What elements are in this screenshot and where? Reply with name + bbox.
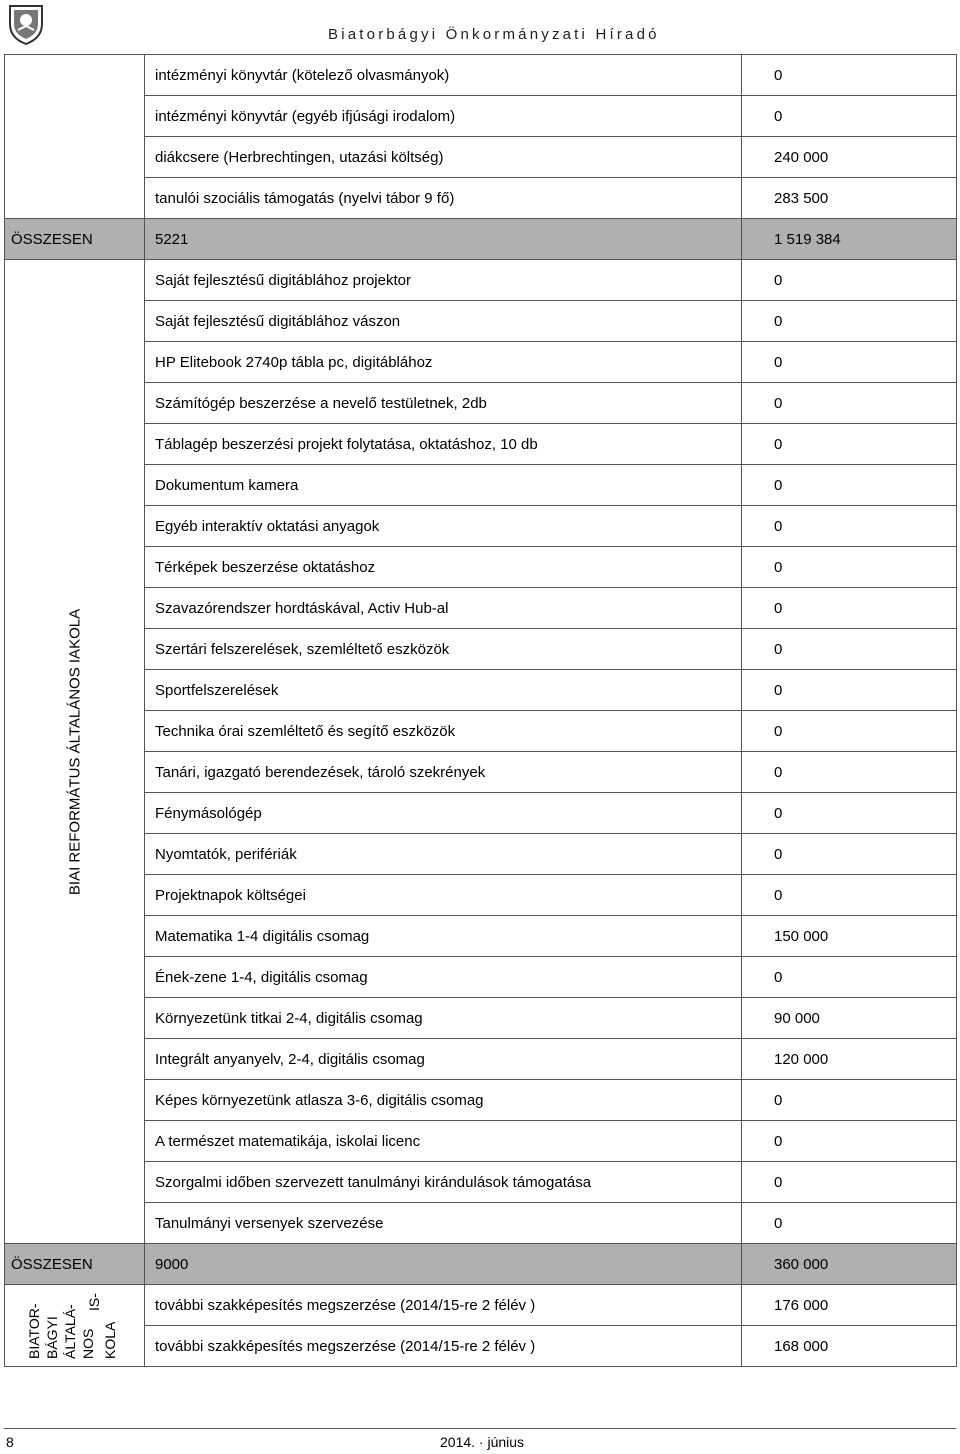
item-cell: további szakképesítés megszerzése (2014/15-re 2 félév ) xyxy=(145,1326,742,1367)
school-name-line: IS- xyxy=(86,1293,102,1311)
table-row xyxy=(5,1285,957,1326)
item-cell: A természet matematikája, iskolai licenc xyxy=(145,1121,742,1162)
amount-cell: 0 xyxy=(742,670,957,711)
item-cell: Szertári felszerelések, szemléltető eszközök xyxy=(145,629,742,670)
amount-cell: 0 xyxy=(742,1203,957,1244)
issue-date: 2014. · június xyxy=(440,1434,525,1450)
school-cell-empty xyxy=(5,55,145,219)
table-row xyxy=(5,55,957,96)
table-row xyxy=(5,629,957,670)
table-row xyxy=(5,506,957,547)
amount-cell: 0 xyxy=(742,506,957,547)
amount-cell: 0 xyxy=(742,1121,957,1162)
item-cell: Térképek beszerzése oktatáshoz xyxy=(145,547,742,588)
table-row xyxy=(5,424,957,465)
amount-cell: 0 xyxy=(742,96,957,137)
amount-cell: 0 xyxy=(742,260,957,301)
amount-cell: 176 000 xyxy=(742,1285,957,1326)
school-name-line: KOLA xyxy=(102,1321,118,1359)
school-name-line: BÁGYI xyxy=(44,1316,60,1359)
school-name-line: NOS xyxy=(80,1328,96,1359)
table-row xyxy=(5,547,957,588)
item-cell: Környezetünk titkai 2-4, digitális csomag xyxy=(145,998,742,1039)
item-cell: Tanulmányi versenyek szervezése xyxy=(145,1203,742,1244)
amount-cell: 0 xyxy=(742,875,957,916)
table-row xyxy=(5,834,957,875)
item-cell: Szavazórendszer hordtáskával, Activ Hub-al xyxy=(145,588,742,629)
table-row xyxy=(5,465,957,506)
amount-cell: 0 xyxy=(742,383,957,424)
table-row xyxy=(5,875,957,916)
amount-cell: 240 000 xyxy=(742,137,957,178)
table-row xyxy=(5,1039,957,1080)
amount-cell: 168 000 xyxy=(742,1326,957,1367)
table-row xyxy=(5,1080,957,1121)
school-name-cell xyxy=(5,1285,145,1367)
school-name-line: ÁLTALÁ- xyxy=(62,1304,78,1359)
item-cell: Projektnapok költségei xyxy=(145,875,742,916)
table-row xyxy=(5,260,957,301)
item-cell: HP Elitebook 2740p tábla pc, digitáblához xyxy=(145,342,742,383)
coat-of-arms-logo xyxy=(4,2,48,46)
budget-table xyxy=(4,54,957,1367)
school-name-wrap xyxy=(5,1285,144,1366)
amount-cell: 0 xyxy=(742,465,957,506)
total-amount: 1 519 384 xyxy=(742,219,957,260)
table-row xyxy=(5,383,957,424)
amount-cell: 0 xyxy=(742,424,957,465)
amount-cell: 0 xyxy=(742,301,957,342)
item-cell: Képes környezetünk atlasza 3-6, digitális csomag xyxy=(145,1080,742,1121)
total-code: 5221 xyxy=(145,219,742,260)
amount-cell: 120 000 xyxy=(742,1039,957,1080)
school-name: BIAI REFORMÁTUS ÁLTALÁNOS IAKOLA xyxy=(66,608,83,895)
item-cell: Fénymásológép xyxy=(145,793,742,834)
amount-cell: 0 xyxy=(742,342,957,383)
table-row xyxy=(5,342,957,383)
item-cell: Nyomtatók, perifériák xyxy=(145,834,742,875)
amount-cell: 0 xyxy=(742,752,957,793)
table-row xyxy=(5,711,957,752)
table-row xyxy=(5,1326,957,1367)
table-row xyxy=(5,96,957,137)
item-cell: Ének-zene 1-4, digitális csomag xyxy=(145,957,742,998)
amount-cell: 0 xyxy=(742,588,957,629)
item-cell: intézményi könyvtár (kötelező olvasmányok) xyxy=(145,55,742,96)
amount-cell: 150 000 xyxy=(742,916,957,957)
table-row xyxy=(5,793,957,834)
amount-cell: 0 xyxy=(742,629,957,670)
table-row xyxy=(5,178,957,219)
item-cell: Saját fejlesztésű digitáblához projektor xyxy=(145,260,742,301)
item-cell: Számítógép beszerzése a nevelő testületnek, 2db xyxy=(145,383,742,424)
total-row xyxy=(5,1244,957,1285)
item-cell: Tanári, igazgató berendezések, tároló szekrények xyxy=(145,752,742,793)
table-row xyxy=(5,957,957,998)
total-amount: 360 000 xyxy=(742,1244,957,1285)
item-cell: diákcsere (Herbrechtingen, utazási költség) xyxy=(145,137,742,178)
table-row xyxy=(5,998,957,1039)
table-row xyxy=(5,137,957,178)
item-cell: további szakképesítés megszerzése (2014/15-re 2 félév ) xyxy=(145,1285,742,1326)
amount-cell: 0 xyxy=(742,547,957,588)
amount-cell: 0 xyxy=(742,834,957,875)
school-name-cell xyxy=(5,260,145,1244)
item-cell: Táblagép beszerzési projekt folytatása, oktatáshoz, 10 db xyxy=(145,424,742,465)
table-row xyxy=(5,1121,957,1162)
amount-cell: 0 xyxy=(742,1080,957,1121)
table-row xyxy=(5,670,957,711)
item-cell: intézményi könyvtár (egyéb ifjúsági irodalom) xyxy=(145,96,742,137)
item-cell: tanulói szociális támogatás (nyelvi tábor 9 fő) xyxy=(145,178,742,219)
page-number: 8 xyxy=(6,1434,14,1450)
item-cell: Integrált anyanyelv, 2-4, digitális csomag xyxy=(145,1039,742,1080)
amount-cell: 0 xyxy=(742,1162,957,1203)
total-code: 9000 xyxy=(145,1244,742,1285)
table-row xyxy=(5,752,957,793)
publication-title: Biatorbágyi Önkormányzati Híradó xyxy=(328,26,660,43)
table-row xyxy=(5,588,957,629)
total-label: ÖSSZESEN xyxy=(5,1244,145,1285)
amount-cell: 0 xyxy=(742,711,957,752)
footer-divider xyxy=(4,1428,956,1429)
table-row xyxy=(5,1203,957,1244)
item-cell: Matematika 1-4 digitális csomag xyxy=(145,916,742,957)
table-row xyxy=(5,1162,957,1203)
item-cell: Egyéb interaktív oktatási anyagok xyxy=(145,506,742,547)
amount-cell: 0 xyxy=(742,793,957,834)
item-cell: Sportfelszerelések xyxy=(145,670,742,711)
amount-cell: 283 500 xyxy=(742,178,957,219)
amount-cell: 0 xyxy=(742,957,957,998)
total-row xyxy=(5,219,957,260)
item-cell: Szorgalmi időben szervezett tanulmányi kirándulások támogatása xyxy=(145,1162,742,1203)
item-cell: Saját fejlesztésű digitáblához vászon xyxy=(145,301,742,342)
amount-cell: 0 xyxy=(742,55,957,96)
amount-cell: 90 000 xyxy=(742,998,957,1039)
school-name-line: BIATOR- xyxy=(26,1303,42,1359)
total-label: ÖSSZESEN xyxy=(5,219,145,260)
table-row xyxy=(5,916,957,957)
item-cell: Dokumentum kamera xyxy=(145,465,742,506)
item-cell: Technika órai szemléltető és segítő eszközök xyxy=(145,711,742,752)
table-row xyxy=(5,301,957,342)
